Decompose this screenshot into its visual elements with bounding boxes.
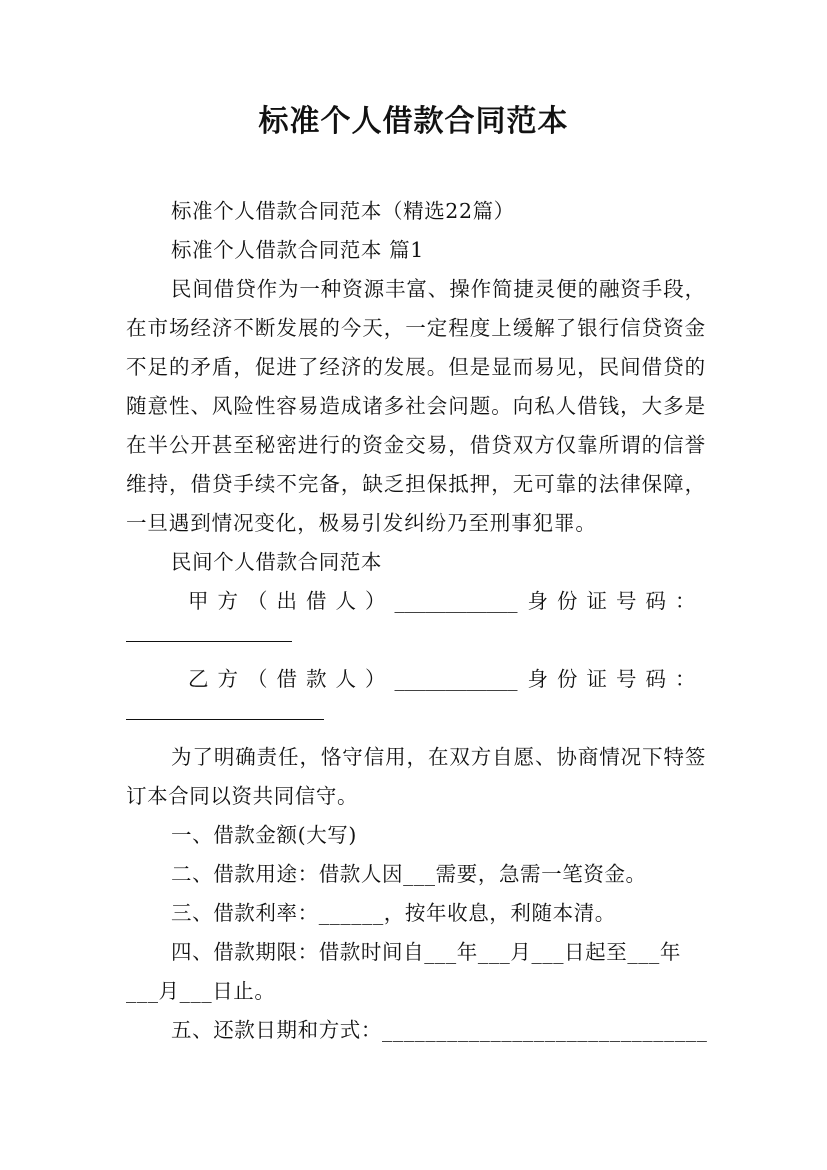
section-heading: 标准个人借款合同范本 篇1 (171, 238, 424, 262)
contract-title: 民间个人借款合同范本 (171, 550, 382, 574)
document-body (126, 192, 706, 1050)
party-a-name-blank: ____________ (394, 589, 518, 613)
clause-2: 二、借款用途：借款人因___需要，急需一笔资金。 (171, 862, 647, 886)
clause-4: 四、借款期限：借款时间自___年___月___日起至___年 (171, 940, 681, 964)
clause-5: 五、还款日期和方式：______________________________ (171, 1018, 708, 1042)
party-b-name-blank: ____________ (394, 667, 518, 691)
party-b-line (126, 660, 706, 699)
clause-4-continued: ___月___日止。 (126, 979, 276, 1003)
party-b-label: 乙方（借款人） (188, 667, 395, 691)
party-a-label: 甲方（出借人） (188, 589, 395, 613)
clause-1: 一、借款金额(大写) (171, 823, 357, 847)
clause-3: 三、借款利率：______，按年收息，利随本清。 (171, 901, 616, 925)
intro-paragraph: 民间借贷作为一种资源丰富、操作简捷灵便的融资手段，在市场经济不断发展的今天，一定程度上缓解了银行信贷资金不足的矛盾，促进了经济的发展。但是显而易见，民间借贷的随意性、风险性容易造成诸多社会问题。向私人借钱，大多是在半公开甚至秘密进行的资金交易，借贷双方仅靠所谓的信誉维持，借贷手续不完备，缺乏担保抵押，无可靠的法律保障，一旦遇到情况变化，极易引发纠纷乃至刑事犯罪。 (126, 277, 706, 535)
party-b-id-blank (126, 699, 706, 738)
preamble-paragraph: 为了明确责任，恪守信用，在双方自愿、协商情况下特签订本合同以资共同信守。 (126, 745, 706, 808)
document-subtitle: 标准个人借款合同范本（精选22篇） (171, 199, 515, 223)
party-b-id-label: 身份证号码： (527, 667, 705, 691)
party-a-id-label: 身份证号码： (527, 589, 705, 613)
document-title: 标准个人借款合同范本 (258, 104, 569, 139)
party-a-line (126, 582, 706, 621)
party-a-id-blank (126, 621, 706, 660)
